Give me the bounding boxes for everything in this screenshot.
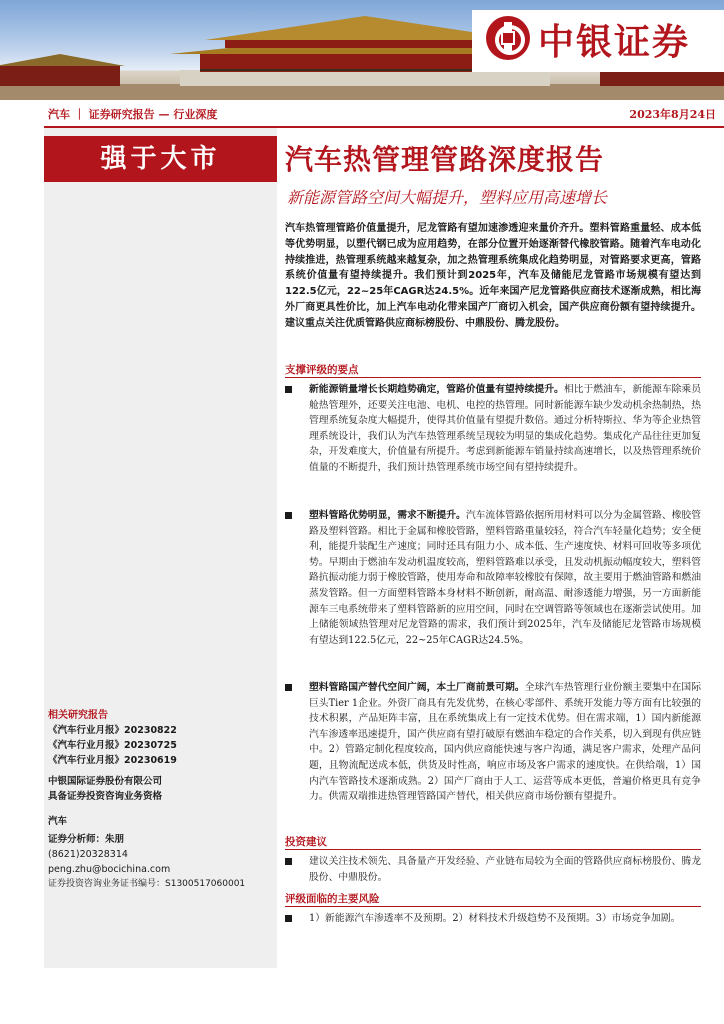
report-title: 汽车热管理管路深度报告 [285,143,605,176]
related-reports-heading: 相关研究报告 [48,710,108,721]
risk-text: 1）新能源汽车渗透率不及预期。2）材料技术升级趋势不及预期。3）市场竞争加剧。 [309,913,681,924]
section-heading-invest: 投资建议 [285,836,327,848]
report-subtitle: 新能源管路空间大幅提升，塑料应用高速增长 [287,188,608,207]
point-body: 汽车流体管路依据所用材料可以分为金属管路、橡胶管路及塑料管路。相比于金属和橡胶管路，塑料管路重量较轻，符合汽车轻量化趋势；安全便利，能提升装配生产速度；同时还具有阻力小、成本低、生产速度快、材料可回收等多项优势。早期由于燃油车发动机温度较高，塑料管路难以承受，且发动机振动幅度较大，塑料管路抗振动能力弱于橡胶管路，使用寿命和故障率较橡胶有保障，故主要用于燃油管路和燃油蒸发管路。但一方面塑料管路本身材料不断创新，耐高温、耐渗透能力增强，另一方面新能源车三电系统带来了塑料管路新的应用空间，同时在空调管路等领域也在逐渐尝试使用。加上储能领域热管理对尼龙管路的需求，我们预计到2025年，汽车及储能尼龙管路市场规模有望达到122.5亿元，22~25年CAGR达24.5%。 [309,510,702,646]
bullet-square-icon [285,915,292,922]
point-body: 相比于燃油车，新能源车除乘员舱热管理外，还要关注电池、电机、电控的热管理。同时新能源车缺少发动机余热制热，热管理系统复杂度大幅提升，使得其价值量有望提升数倍。通过分析特斯拉、华为等企业热管理系统设计，我们认为汽车热管理系统呈现较为明显的集成化趋势。集成化产品往往更加复杂，开发难度大，价值量有所提升。考虑到新能源车销量持续高速增长，以及热管理系统价值量的不断提升，我们预计热管理系统市场空间有望持续提升。 [309,384,702,473]
boc-logo-square [501,31,515,45]
related-report-item[interactable]: 《汽车行业月报》20230725 [48,740,177,751]
support-point [285,680,701,805]
company-name: 中银国际证券股份有限公司 [48,776,163,787]
section-divider [285,849,701,850]
bullet-square-icon [285,386,292,393]
invest-suggestion [285,854,701,885]
header-banner [0,0,724,100]
bullet-square-icon [285,512,292,519]
report-meta-strip [44,102,724,128]
sector-label: 汽车 [48,816,68,827]
company-info [48,774,162,829]
invest-text: 建议关注技术领先、具备量产开发经验、产业链布局较为全面的管路供应商标榜股份、腾龙股份、中鼎股份。 [309,856,701,883]
point-body: 全球汽车热管理行业份额主要集中在国际巨头Tier 1企业。外资厂商具有先发优势，在核心零部件、系统开发能力等方面有比较强的技术积累，产品矩阵丰富，且在系统集成上有一定技术优势。但在需求端，1）国内新能源汽车渗透率迅速提升，国产供应商有望打破原有燃油车稳定的合作关系，切入到现有供应链中。2）管路定制化程度较高，国内供应商能快速与客户沟通，满足客户需求，处理产品问题，且物流配送成本低，供货及时性高，响应市场及客户需求的速度快。在供给端，1）国内汽车管路技术逐渐成熟。2）国产厂商由于人工、运营等成本更低，普遍价格更具有竞争力。供需双端推进热管理管路国产替代，相关供应商市场份额有望提升。 [309,682,702,803]
point-lead: 新能源销量增长长期趋势确定，管路价值量有望持续提升。 [309,384,564,395]
bullet-square-icon [285,858,292,865]
related-report-item[interactable]: 《汽车行业月报》20230619 [48,755,177,766]
point-lead: 塑料管路国产替代空间广阔，本土厂商前景可期。 [309,682,525,693]
related-reports [48,708,177,768]
rating-badge: 强于大市 [44,136,277,182]
support-point [285,382,701,476]
company-qualification: 具备证券投资咨询业务资格 [48,791,163,802]
report-date: 2023年8月24日 [629,108,716,121]
section-divider [285,906,701,907]
point-lead: 塑料管路优势明显，需求不断提升。 [309,510,466,521]
analyst-name: 证券分析师：朱朋 [48,834,125,845]
summary-paragraph: 汽车热管理管路价值量提升，尼龙管路有望加速渗透迎来量价齐升。塑料管路重量轻、成本低等优势明显，以塑代钢已成为应用趋势，在部分位置开始逐渐替代橡胶管路。随着汽车电动化持续推进，热管理系统越来越复杂，加之热管理系统集成化趋势明显，对管路要求更高，管路系统价值量有望持续提升。我们预计到2025年，汽车及储能尼龙管路市场规模有望达到122.5亿元，22~25年CAGR达24.5%。近年来国产尼龙管路供应商技术逐渐成熟，相比海外厂商更具性价比，加上汽车电动化带来国产厂商切入机会，国产供应商份额有望持续提升。建议重点关注优质管路供应商标榜股份、中鼎股份、腾龙股份。 [285,223,701,329]
brand-name: 中银证券 [538,22,691,63]
analyst-phone: (8621)20328314 [48,849,128,860]
section-heading-risk: 评级面临的主要风险 [285,893,380,905]
report-category: 汽车 ｜ 证券研究报告 — 行业深度 [48,108,218,121]
analyst-certificate: 证券投资咨询业务证书编号：S1300517060001 [48,879,246,889]
section-divider [285,377,701,378]
section-heading-support: 支撑评级的要点 [285,364,359,376]
analyst-email[interactable]: peng.zhu@bocichina.com [48,864,171,875]
support-point [285,508,701,648]
analyst-info [48,832,245,892]
related-report-item[interactable]: 《汽车行业月报》20230822 [48,725,177,736]
bullet-square-icon [285,684,292,691]
risk-item [285,911,701,927]
